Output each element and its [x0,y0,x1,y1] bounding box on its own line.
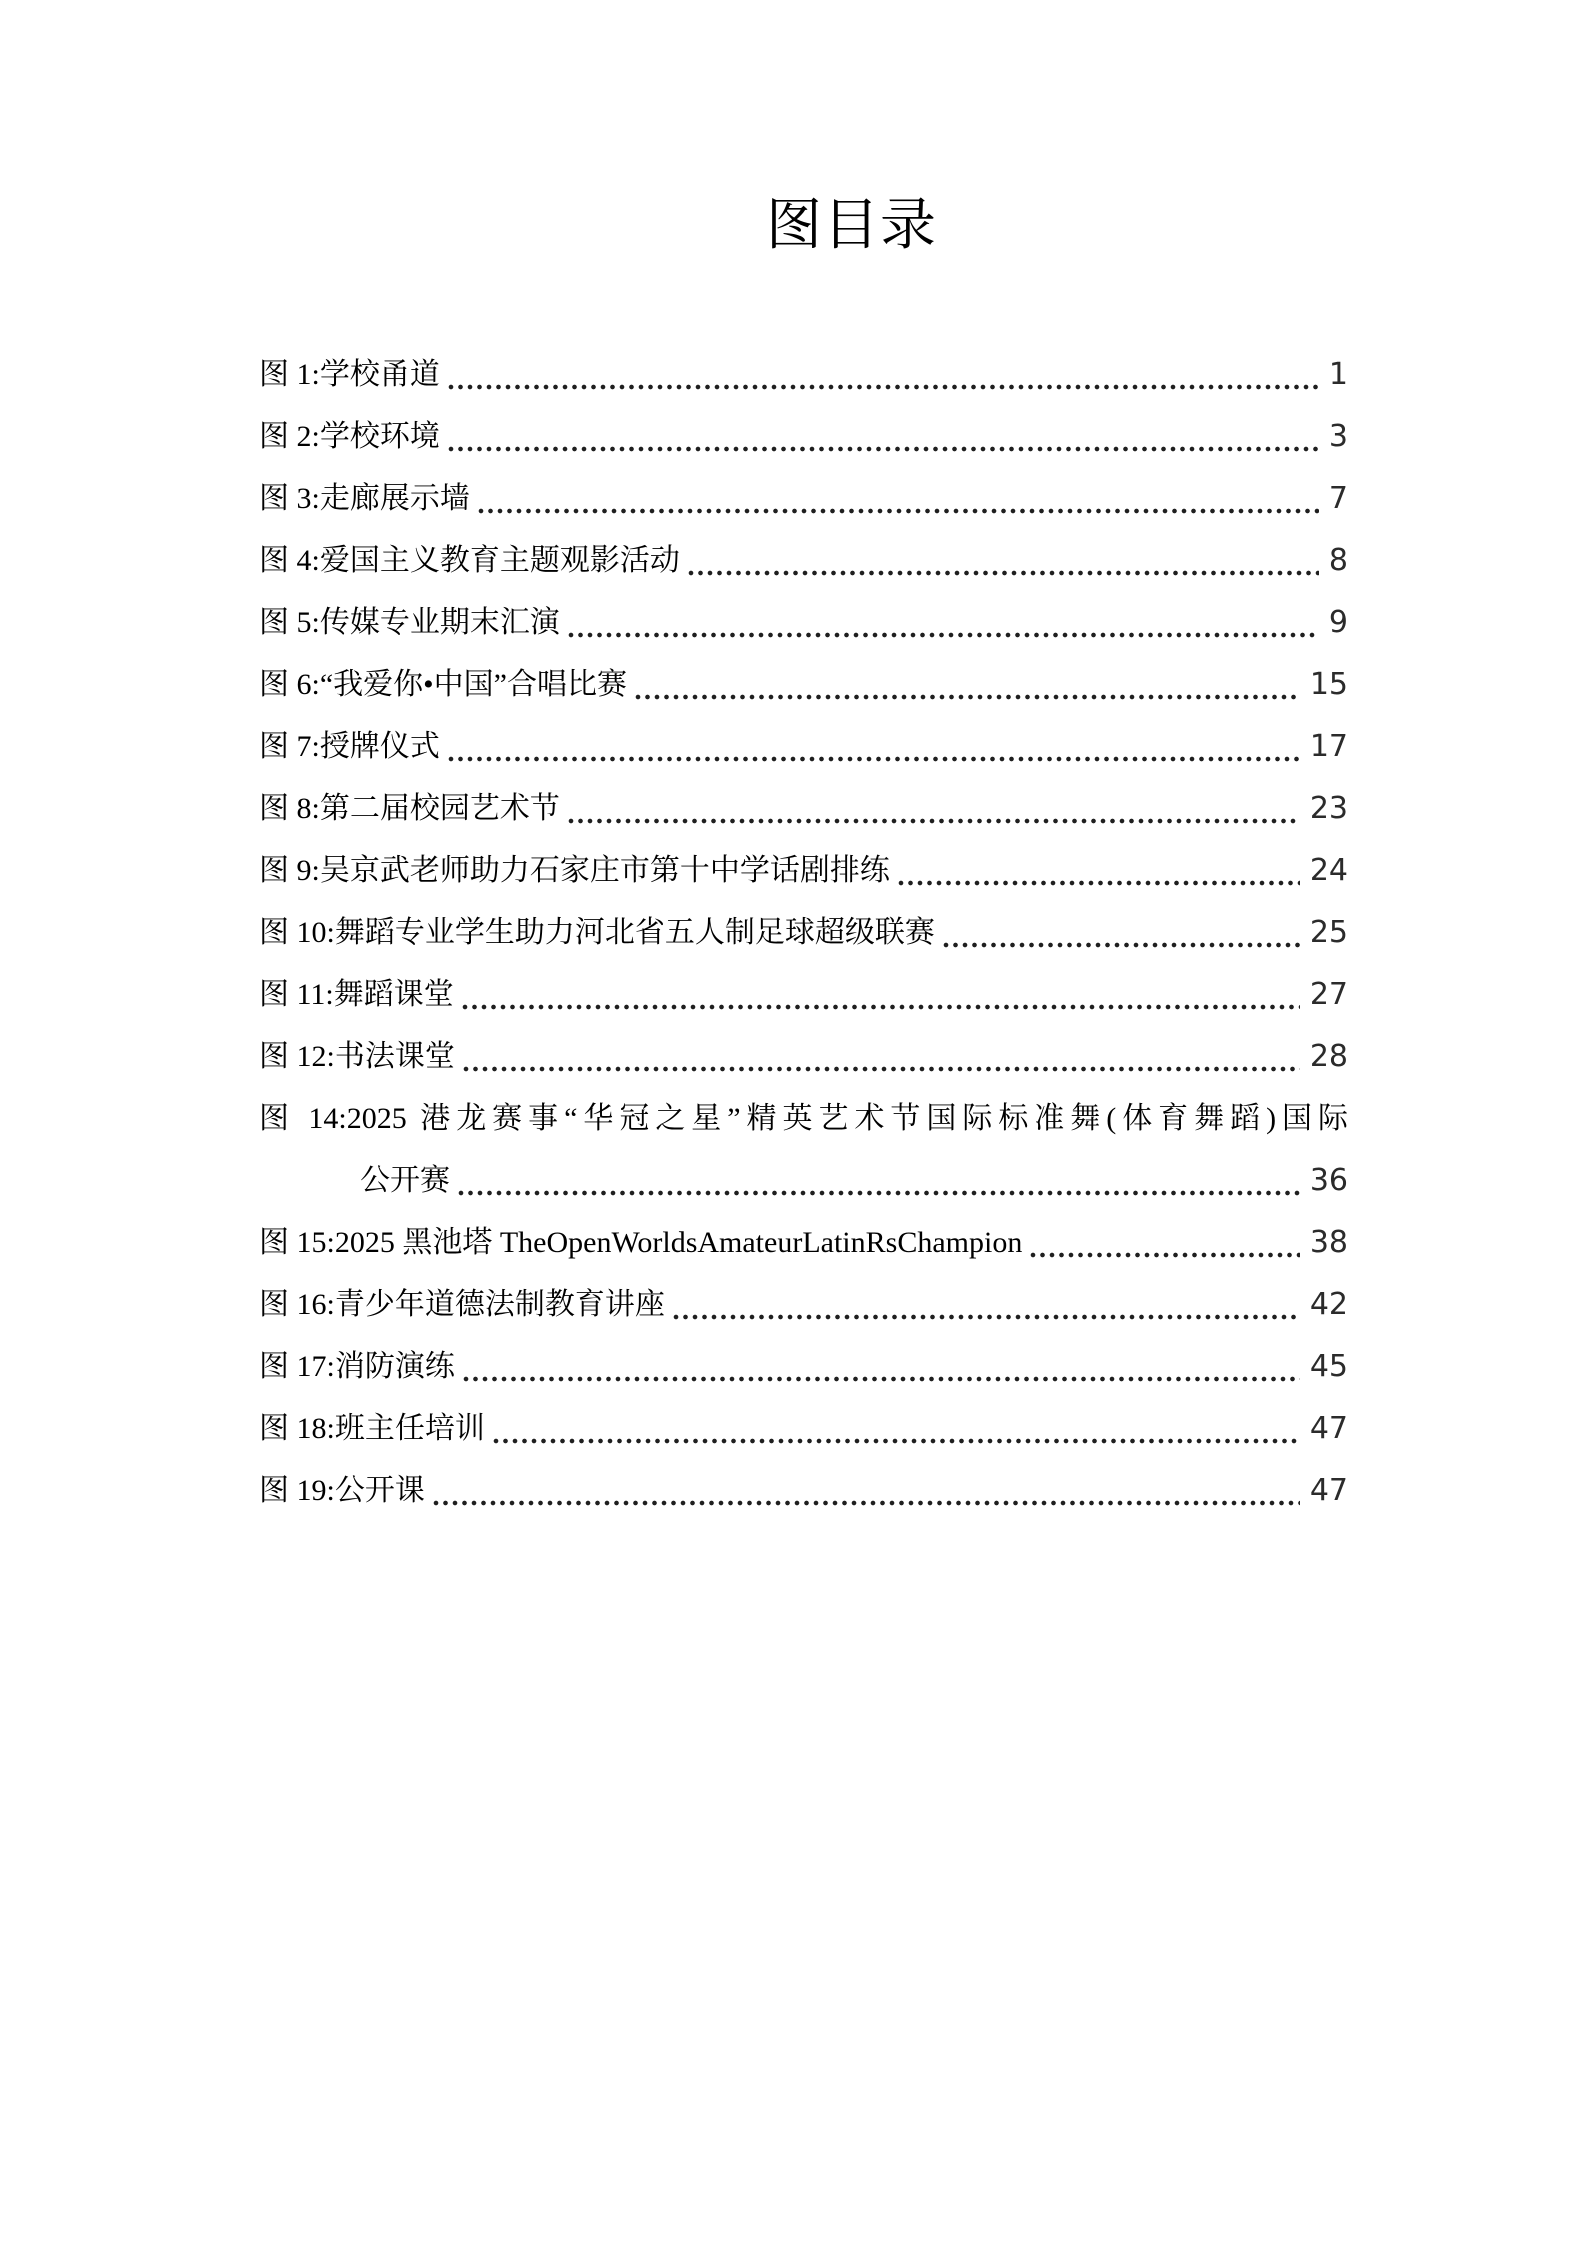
toc-dot-leader [457,1150,1300,1212]
toc-page-number: 47 [1309,1473,1348,1508]
toc-entry[interactable] [259,1212,1348,1274]
toc-entry-label-continued: 公开赛 [360,1164,450,1197]
toc-entry-label: 图 19:公开课 [259,1474,425,1507]
toc-entry[interactable] [259,1460,1348,1522]
toc-dot-leader [462,1026,1300,1088]
toc-entry[interactable] [259,344,1348,406]
figure-toc-list [259,344,1348,1522]
toc-page-number: 15 [1309,667,1348,702]
toc-entry[interactable] [259,1088,1348,1150]
toc-page-number: 24 [1309,853,1348,888]
toc-entry[interactable] [259,468,1348,530]
toc-entry[interactable] [259,716,1348,778]
toc-entry[interactable] [259,840,1348,902]
toc-entry-label: 图 11:舞蹈课堂 [259,978,454,1011]
toc-page-number: 45 [1309,1349,1348,1384]
toc-dot-leader [567,592,1319,654]
toc-entry[interactable] [259,902,1348,964]
toc-dot-leader [1029,1212,1299,1274]
toc-entry-label: 图 17:消防演练 [259,1350,455,1383]
toc-page-number: 9 [1328,605,1348,640]
toc-entry-label: 图 14:2025 港龙赛事“华冠之星”精英艺术节国际标准舞(体育舞蹈)国际 [259,1102,1348,1135]
toc-dot-leader [567,778,1300,840]
toc-entry-label: 图 9:吴京武老师助力石家庄市第十中学话剧排练 [259,854,890,887]
toc-page-number: 27 [1309,977,1348,1012]
toc-dot-leader [447,406,1319,468]
toc-dot-leader [447,344,1319,406]
toc-entry-label: 图 2:学校环境 [259,420,440,453]
toc-page-number: 42 [1309,1287,1348,1322]
toc-entry[interactable] [259,1336,1348,1398]
toc-dot-leader [897,840,1300,902]
toc-entry-label: 图 7:授牌仪式 [259,730,440,763]
toc-page-number: 28 [1309,1039,1348,1074]
toc-entry[interactable] [259,530,1348,592]
toc-dot-leader [634,654,1300,716]
toc-entry-label: 图 1:学校甬道 [259,358,440,391]
toc-entry-label: 图 4:爱国主义教育主题观影活动 [259,544,680,577]
toc-entry[interactable] [259,964,1348,1026]
toc-entry-label: 图 8:第二届校园艺术节 [259,792,560,825]
toc-entry-label: 图 5:传媒专业期末汇演 [259,606,560,639]
toc-dot-leader [942,902,1300,964]
toc-dot-leader [492,1398,1300,1460]
toc-page-number: 8 [1328,543,1348,578]
toc-dot-leader [462,1336,1300,1398]
toc-entry-label: 图 10:舞蹈专业学生助力河北省五人制足球超级联赛 [259,916,935,949]
toc-entry-label: 图 15:2025 黑池塔 TheOpenWorldsAmateurLatinRsChampion [259,1226,1023,1259]
toc-entry-label: 图 6:“我爱你•中国”合唱比赛 [259,668,627,701]
toc-entry-label: 图 16:青少年道德法制教育讲座 [259,1288,665,1321]
toc-page-number: 1 [1328,357,1348,392]
toc-entry[interactable] [259,1398,1348,1460]
toc-page-number: 23 [1309,791,1348,826]
toc-page-number: 17 [1309,729,1348,764]
toc-entry[interactable] [259,654,1348,716]
toc-page-number: 7 [1328,481,1348,516]
toc-entry[interactable] [259,1274,1348,1336]
toc-dot-leader [432,1460,1300,1522]
toc-entry[interactable] [259,1026,1348,1088]
toc-page-number: 3 [1328,419,1348,454]
toc-entry[interactable] [259,1150,1348,1212]
toc-entry[interactable] [259,592,1348,654]
toc-page-number: 36 [1309,1163,1348,1198]
toc-entry-label: 图 18:班主任培训 [259,1412,485,1445]
toc-dot-leader [461,964,1300,1026]
toc-dot-leader [477,468,1319,530]
toc-page-number: 25 [1309,915,1348,950]
toc-entry[interactable] [259,778,1348,840]
toc-page-number: 47 [1309,1411,1348,1446]
toc-entry-label: 图 3:走廊展示墙 [259,482,470,515]
toc-dot-leader [447,716,1300,778]
toc-dot-leader [672,1274,1300,1336]
toc-page-number: 38 [1309,1225,1348,1260]
page-title: 图目录 [766,195,937,257]
toc-entry[interactable] [259,406,1348,468]
toc-dot-leader [687,530,1319,592]
toc-entry-label: 图 12:书法课堂 [259,1040,455,1073]
